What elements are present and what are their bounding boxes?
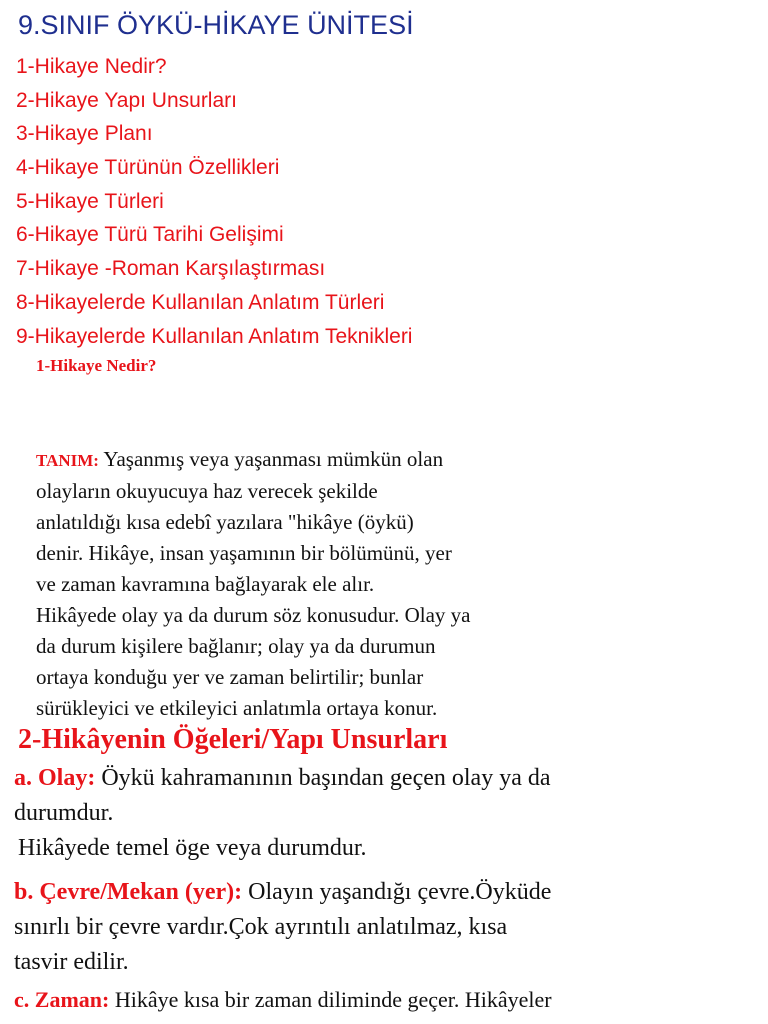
zaman-text: Hikâye kısa bir zaman diliminde geçer. Hikâyeler: [109, 987, 552, 1012]
section1-heading: 1-Hikaye Nedir?: [36, 356, 157, 375]
cevre-line: tasvir edilir.: [14, 949, 129, 975]
cevre-block: [14, 875, 551, 980]
definition-label: TANIM:: [36, 451, 99, 470]
definition-line-first: [36, 444, 596, 476]
definition-text: Yaşanmış veya yaşanması mümkün olan: [98, 447, 444, 471]
definition-paragraph: [36, 444, 596, 724]
definition-line: denir. Hikâye, insan yaşamının bir bölümünü, yer: [36, 541, 452, 565]
toc-item: 5-Hikaye Türleri: [16, 189, 164, 213]
definition-line: Hikâyede olay ya da durum söz konusudur. Olay ya: [36, 603, 471, 627]
definition-line: sürükleyici ve etkileyici anlatımla ortaya konur.: [36, 696, 438, 720]
toc-item: 8-Hikayelerde Kullanılan Anlatım Türleri: [16, 290, 385, 314]
toc-item: 7-Hikaye -Roman Karşılaştırması: [16, 257, 326, 281]
zaman-line: [14, 982, 552, 1017]
olay-text: Öykü kahramanının başından geçen olay ya da: [95, 765, 551, 791]
definition-line: olayların okuyucuya haz verecek şekilde: [36, 479, 378, 503]
olay-term: a. Olay:: [14, 765, 96, 791]
zaman-term: c. Zaman:: [14, 987, 110, 1012]
toc-item: 6-Hikaye Türü Tarihi Gelişimi: [16, 223, 284, 247]
definition-line: da durum kişilere bağlanır; olay ya da durumun: [36, 634, 436, 658]
cevre-term: b. Çevre/Mekan (yer):: [14, 879, 243, 905]
table-of-contents: [16, 53, 412, 356]
section2-heading: 2-Hikâyenin Öğeleri/Yapı Unsurları: [18, 724, 448, 755]
olay-block: [14, 761, 551, 866]
olay-line: [14, 761, 551, 796]
toc-item: 1-Hikaye Nedir?: [16, 55, 167, 78]
olay-line: Hikâyede temel öge veya durumdur.: [18, 835, 367, 861]
page-title: 9.SINIF ÖYKÜ-HİKAYE ÜNİTESİ: [18, 10, 414, 40]
toc-item: 3-Hikaye Planı: [16, 122, 153, 146]
toc-item: 9-Hikayelerde Kullanılan Anlatım Teknikleri: [16, 324, 413, 348]
toc-item: 4-Hikaye Türünün Özellikleri: [16, 156, 280, 180]
cevre-text: Olayın yaşandığı çevre.Öyküde: [242, 879, 552, 905]
toc-item: 2-Hikaye Yapı Unsurları: [16, 88, 237, 112]
cevre-line: sınırlı bir çevre vardır.Çok ayrıntılı anlatılmaz, kısa: [14, 914, 508, 940]
definition-line: anlatıldığı kısa edebî yazılara "hikâye (öykü): [36, 510, 414, 534]
zaman-block: [14, 982, 552, 1017]
olay-line: durumdur.: [14, 800, 114, 826]
cevre-line: [14, 875, 551, 910]
definition-line: ve zaman kavramına bağlayarak ele alır.: [36, 572, 375, 596]
definition-line: ortaya konduğu yer ve zaman belirtilir; bunlar: [36, 665, 424, 689]
